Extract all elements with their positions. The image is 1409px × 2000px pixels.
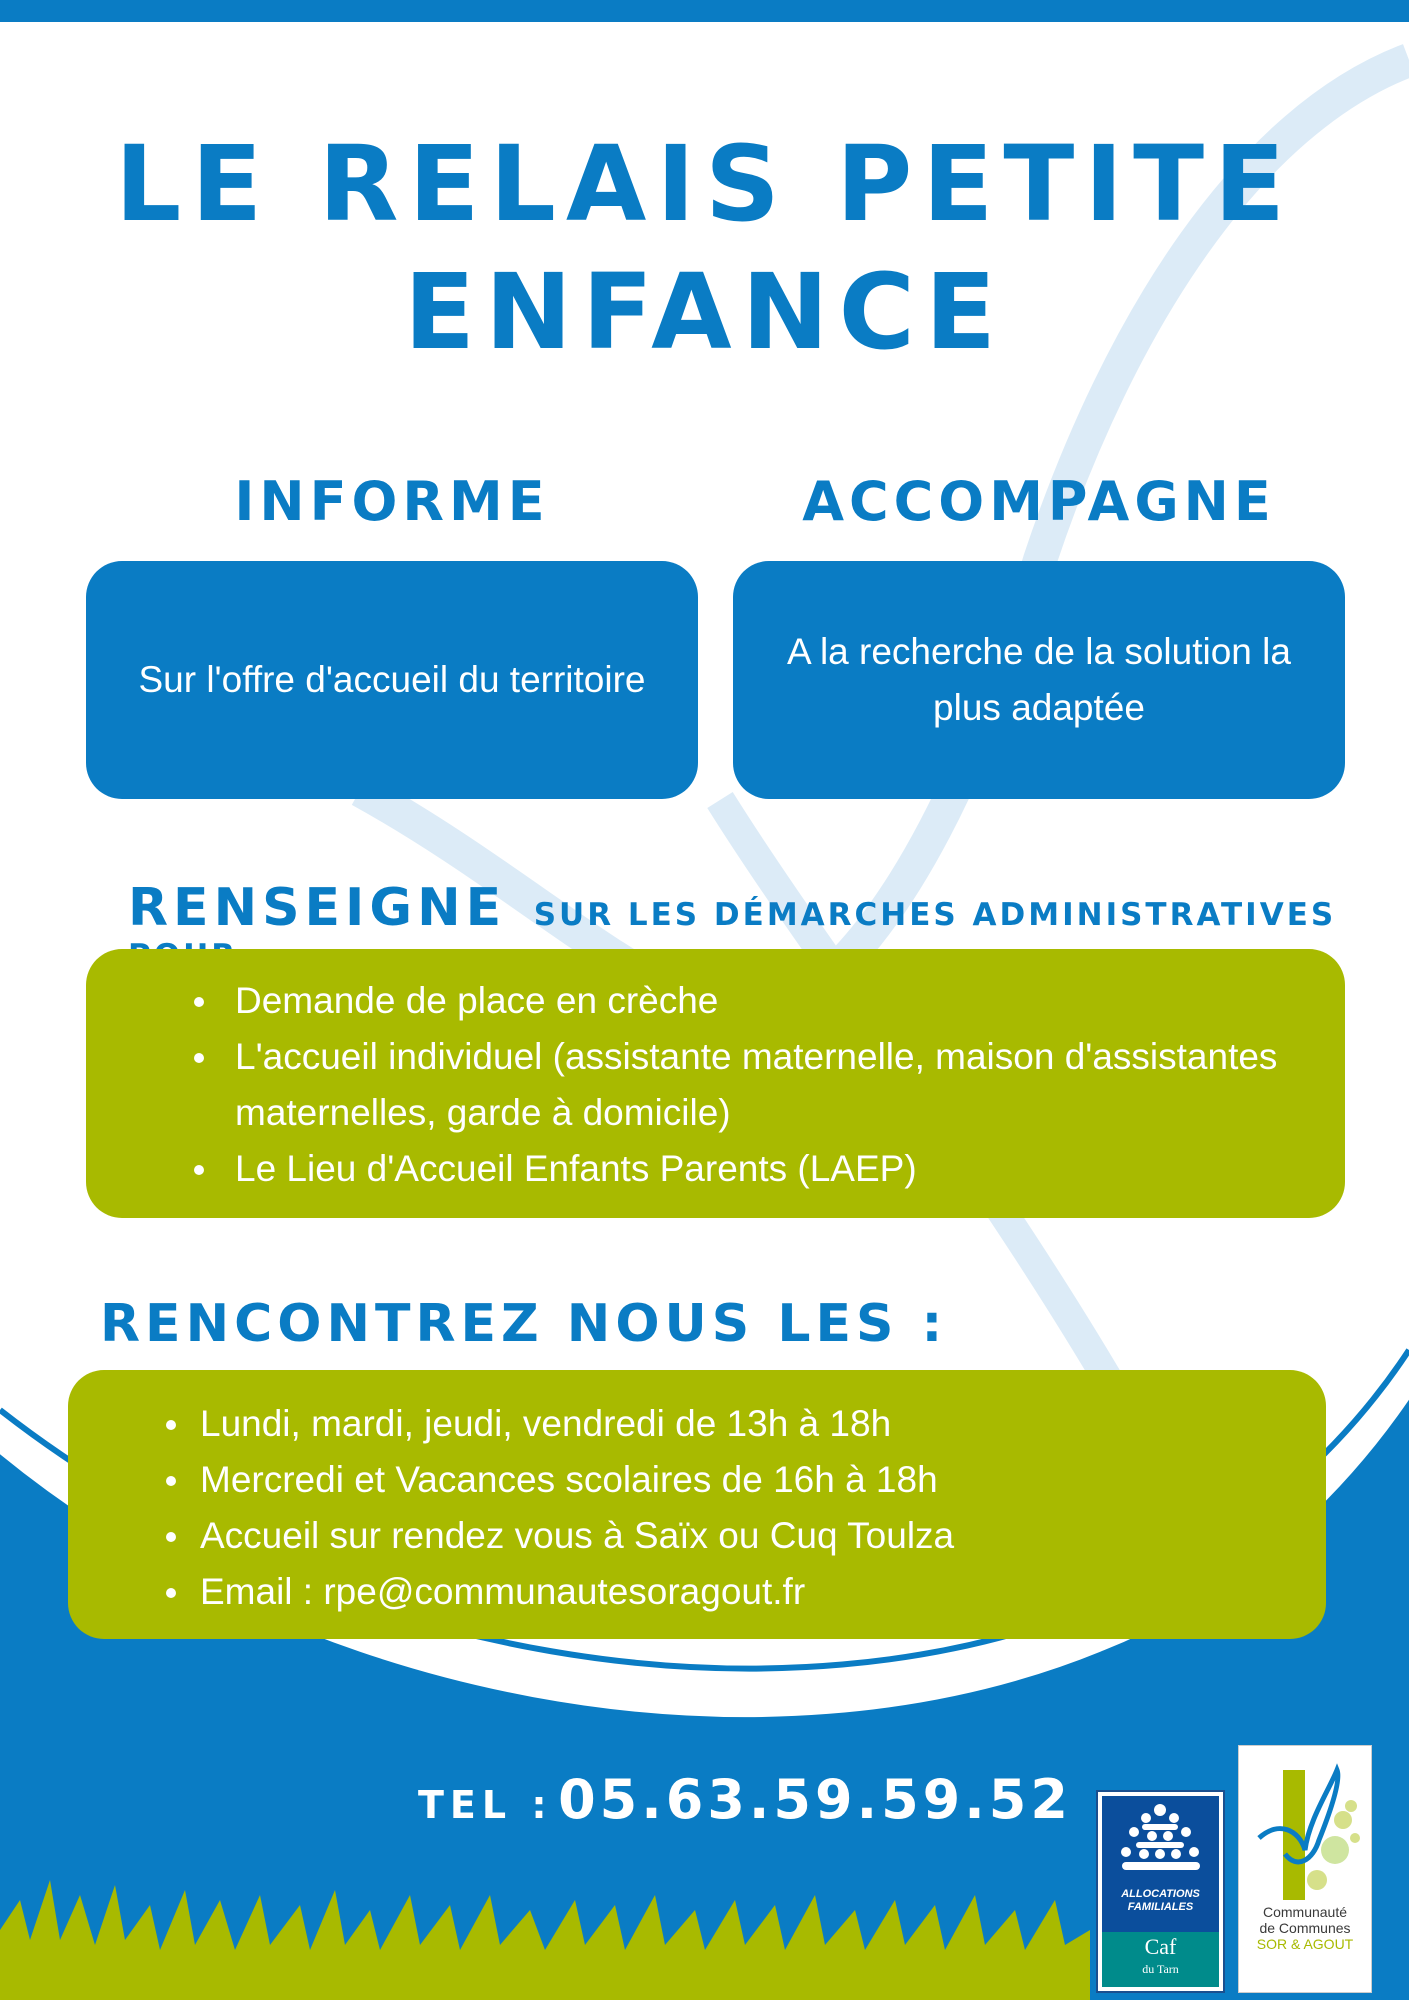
tel-label: TEL : — [418, 1783, 553, 1827]
ccsa-line-1: Communauté — [1262, 1904, 1348, 1920]
caf-logo — [1096, 1790, 1225, 1993]
list-item: Accueil sur rendez vous à Saïx ou Cuq Toulza — [158, 1508, 1286, 1564]
list-item: L'accueil individuel (assistante maternelle, maison d'assistantes maternelles, garde à domicile) — [186, 1029, 1285, 1141]
caf-line-2: FAMILIALES — [1127, 1901, 1194, 1913]
caf-logo-top — [1102, 1796, 1219, 1932]
list-item: Lundi, mardi, jeudi, vendredi de 13h à 18h — [158, 1396, 1286, 1452]
tel-number[interactable]: 05.63.59.59.52 — [558, 1768, 1072, 1831]
renseigne-subheading: SUR LES DÉMARCHES ADMINISTRATIVES — [533, 897, 1337, 933]
caf-sub: du Tarn — [1142, 1962, 1179, 1976]
caf-logo-bottom — [1102, 1932, 1219, 1987]
rencontrez-list — [200, 1396, 1286, 1620]
communaute-text — [1239, 1904, 1371, 1952]
heron-icon — [1239, 1750, 1371, 1900]
telephone — [418, 1768, 1072, 1831]
renseigne-heading: RENSEIGNE — [128, 878, 507, 938]
caf-line-1: ALLOCATIONS — [1121, 1888, 1200, 1900]
informe-text: Sur l'offre d'accueil du territoire — [138, 659, 646, 700]
list-item: Email : rpe@communautesoragout.fr — [158, 1564, 1286, 1620]
accompagne-text: A la recherche de la solution la plus adaptée — [787, 631, 1291, 728]
caf-name: Caf — [1144, 1934, 1177, 1959]
renseigne-box — [86, 949, 1345, 1218]
accompagne-heading: ACCOMPAGNE — [802, 470, 1276, 533]
ccsa-line-3b: & AGOUT — [1291, 1936, 1354, 1952]
page-title — [80, 120, 1330, 376]
caf-text — [1102, 1888, 1219, 1914]
ccsa-line-3a: SOR — [1256, 1936, 1288, 1952]
title-line-1: LE RELAIS PETITE — [114, 123, 1296, 245]
ccsa-line-2: de Communes — [1259, 1920, 1351, 1936]
informe-heading: INFORME — [234, 470, 550, 533]
accompagne-box — [733, 561, 1345, 799]
informe-box — [86, 561, 698, 799]
renseigne-list — [186, 973, 1285, 1197]
list-item: Demande de place en crèche — [186, 973, 1285, 1029]
list-item: Le Lieu d'Accueil Enfants Parents (LAEP) — [186, 1141, 1285, 1197]
title-line-2: ENFANCE — [403, 251, 1007, 373]
rencontrez-heading: RENCONTREZ NOUS LES : — [100, 1294, 948, 1354]
ccsa-line-3 — [1239, 1936, 1371, 1952]
list-item: Mercredi et Vacances scolaires de 16h à 18h — [158, 1452, 1286, 1508]
family-icon — [1102, 1796, 1219, 1886]
top-bar — [0, 0, 1409, 22]
communaute-logo — [1238, 1745, 1372, 1993]
rencontrez-box — [68, 1370, 1326, 1639]
